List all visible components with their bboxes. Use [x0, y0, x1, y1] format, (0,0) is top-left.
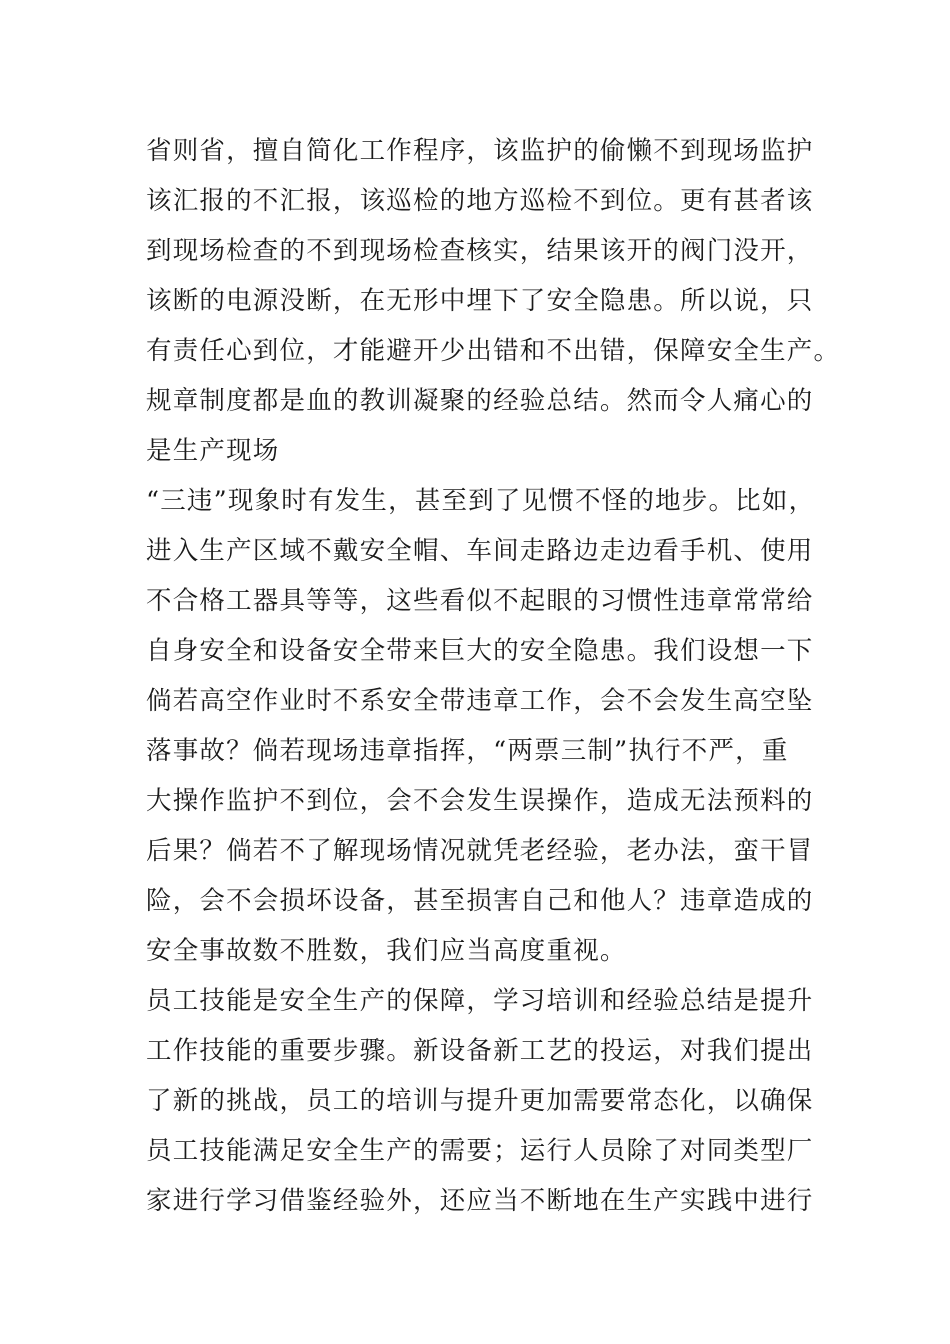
text-line: 大操作监护不到位，会不会发生误操作，造成无法预料的	[146, 786, 814, 816]
text-line: 该汇报的不汇报，该巡检的地方巡检不到位。更有甚者该	[146, 186, 814, 216]
text-line: 险，会不会损坏设备，甚至损害自己和他人？违章造成的	[146, 886, 814, 916]
text-line: 该断的电源没断，在无形中埋下了安全隐患。所以说，只	[146, 286, 814, 316]
text-line: 不合格工器具等等，这些看似不起眼的习惯性违章常常给	[146, 586, 814, 616]
text-line: 安全事故数不胜数，我们应当高度重视。	[146, 936, 627, 966]
text-line: 了新的挑战，员工的培训与提升更加需要常态化，以确保	[146, 1086, 814, 1116]
text-line: “三违”现象时有发生，甚至到了见惯不怪的地步。比如，	[146, 486, 816, 516]
text-line: 规章制度都是血的教训凝聚的经验总结。然而令人痛心的	[146, 386, 814, 416]
text-line: 后果？倘若不了解现场情况就凭老经验，老办法，蛮干冒	[146, 836, 814, 866]
text-line: 到现场检查的不到现场检查核实，结果该开的阀门没开，	[146, 236, 814, 266]
text-line: 员工技能是安全生产的保障，学习培训和经验总结是提升	[146, 986, 814, 1016]
text-line: 倘若高空作业时不系安全带违章工作，会不会发生高空坠	[146, 686, 814, 716]
text-line: 落事故？倘若现场违章指挥，“两票三制”执行不严，重	[146, 736, 789, 766]
text-line: 有责任心到位，才能避开少出错和不出错，保障安全生产。	[146, 336, 841, 366]
text-line: 省则省，擅自简化工作程序，该监护的偷懒不到现场监护	[146, 136, 814, 166]
text-line: 员工技能满足安全生产的需要；运行人员除了对同类型厂	[146, 1136, 814, 1166]
text-line: 是生产现场	[146, 436, 280, 466]
text-line: 自身安全和设备安全带来巨大的安全隐患。我们设想一下	[146, 636, 814, 666]
body-text	[146, 126, 841, 1226]
text-line: 进入生产区域不戴安全帽、车间走路边走边看手机、使用	[146, 536, 814, 566]
text-line: 工作技能的重要步骤。新设备新工艺的投运，对我们提出	[146, 1036, 814, 1066]
text-line: 家进行学习借鉴经验外，还应当不断地在生产实践中进行	[146, 1186, 814, 1216]
